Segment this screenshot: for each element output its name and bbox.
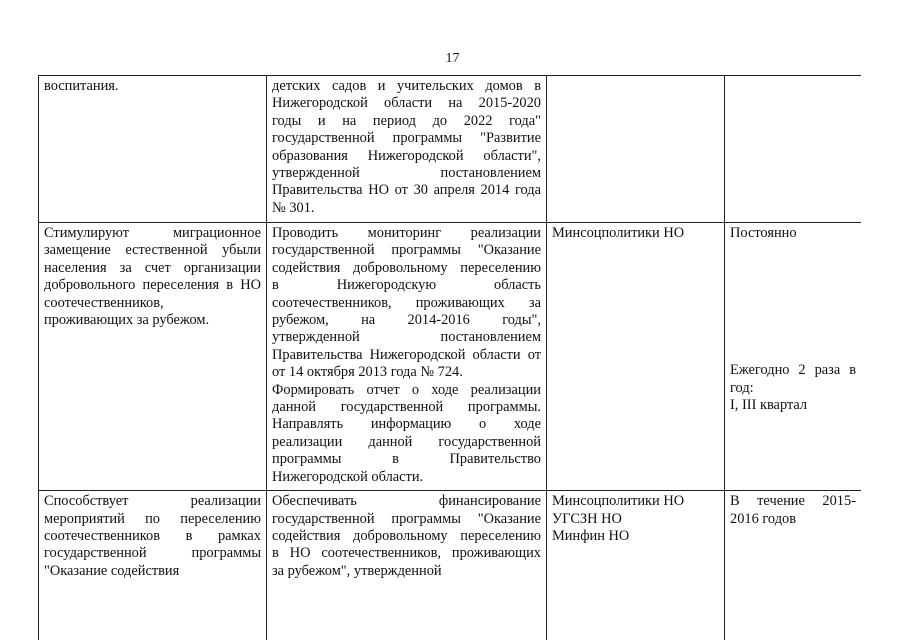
- measure-paragraph: [272, 78, 541, 217]
- measures-table-body: [39, 76, 862, 640]
- measure-cell: [267, 223, 547, 491]
- text-line: соотечественников,: [44, 294, 164, 311]
- text-line: государственной программы "Развитие: [272, 130, 541, 147]
- text-line: Постоянно: [730, 225, 797, 241]
- text-line: Минсоцполитики НО: [552, 225, 685, 241]
- text-line: детских садов и учительских домов в: [272, 78, 541, 94]
- text-line: воспитания.: [44, 78, 119, 94]
- responsible-cell: [547, 76, 725, 223]
- text-line: замещение естественной убыли: [44, 242, 261, 259]
- deadline-paragraph: [730, 362, 856, 414]
- measure-cell: [267, 491, 547, 640]
- text-line: соотечественников, проживающих за: [272, 294, 541, 311]
- text-line: добровольного переселения в НО: [44, 277, 261, 294]
- text-line: данной государственной программы.: [272, 399, 541, 416]
- text-line: Правительства Нижегородской области от: [272, 346, 541, 363]
- document-table-wrapper: [38, 75, 861, 640]
- text-line: содействия добровольному переселению: [272, 259, 541, 276]
- measure-paragraph: [272, 225, 541, 382]
- text-line: мероприятий по переселению: [44, 510, 261, 527]
- effect-cell: [39, 76, 267, 223]
- responsible-cell: [547, 223, 725, 491]
- table-row: [39, 76, 862, 223]
- text-line: государственной программы: [44, 545, 261, 562]
- measure-paragraph: [272, 493, 541, 580]
- text-line: УГСЗН НО: [552, 510, 622, 527]
- measures-table: [38, 75, 861, 640]
- measure-cell: [267, 76, 547, 223]
- text-line: "Оказание содействия: [44, 562, 180, 579]
- page-number: 17: [445, 51, 460, 66]
- text-line: утвержденной постановлением: [272, 165, 541, 182]
- text-line: в Нижегородскую область: [272, 277, 541, 294]
- text-line: Ежегодно 2 раза в: [730, 362, 856, 379]
- text-line: год:: [730, 379, 754, 396]
- text-line: годы и на период до 2022 года": [272, 112, 541, 129]
- deadline-cell: [725, 223, 862, 491]
- measure-paragraph: [272, 382, 541, 486]
- text-line: Направлять информацию о ходе: [272, 416, 541, 433]
- text-line: В течение 2015-: [730, 493, 856, 510]
- text-line: Стимулируют миграционное: [44, 225, 261, 241]
- text-line: населения за счет организации: [44, 259, 261, 276]
- text-line: Минсоцполитики НО: [552, 493, 685, 510]
- text-line: Нижегородской области на 2015-2020: [272, 95, 541, 112]
- text-line: рубежом, на 2014-2016 годы",: [272, 312, 541, 329]
- text-line: Обеспечивать финансирование: [272, 493, 541, 510]
- text-line: Формировать отчет о ходе реализации: [272, 381, 541, 398]
- text-line: утвержденной постановлением: [272, 329, 541, 346]
- text-line: государственной программы "Оказание: [272, 242, 541, 259]
- effect-cell: [39, 491, 267, 640]
- text-line: в НО соотечественников, проживающих: [272, 545, 541, 562]
- deadline-cell: [725, 76, 862, 223]
- text-line: Минфин НО: [552, 527, 630, 544]
- text-line: Способствует реализации: [44, 493, 261, 510]
- text-line: № 301.: [272, 199, 315, 216]
- table-row: [39, 223, 862, 491]
- text-line: проживающих за рубежом.: [44, 312, 210, 329]
- text-line: образования Нижегородской области",: [272, 147, 541, 164]
- text-line: Нижегородской области.: [272, 468, 424, 485]
- effect-cell: [39, 223, 267, 491]
- text-line: государственной программы "Оказание: [272, 510, 541, 527]
- text-line: соотечественников в рамках: [44, 527, 261, 544]
- table-row: [39, 491, 862, 640]
- deadline-cell: [725, 491, 862, 640]
- text-line: от 14 октября 2013 года № 724.: [272, 364, 463, 381]
- deadline-paragraph: [730, 225, 856, 242]
- text-line: программы в Правительство: [272, 451, 541, 468]
- text-line: Правительства НО от 30 апреля 2014 года: [272, 182, 541, 199]
- text-line: за рубежом", утвержденной: [272, 562, 442, 579]
- text-line: Проводить мониторинг реализации: [272, 225, 541, 241]
- text-line: 2016 годов: [730, 510, 797, 527]
- text-line: реализации данной государственной: [272, 433, 541, 450]
- deadline-paragraph: [730, 493, 856, 528]
- text-line: I, III квартал: [730, 397, 808, 414]
- text-line: содействия добровольному переселению: [272, 527, 541, 544]
- responsible-cell: [547, 491, 725, 640]
